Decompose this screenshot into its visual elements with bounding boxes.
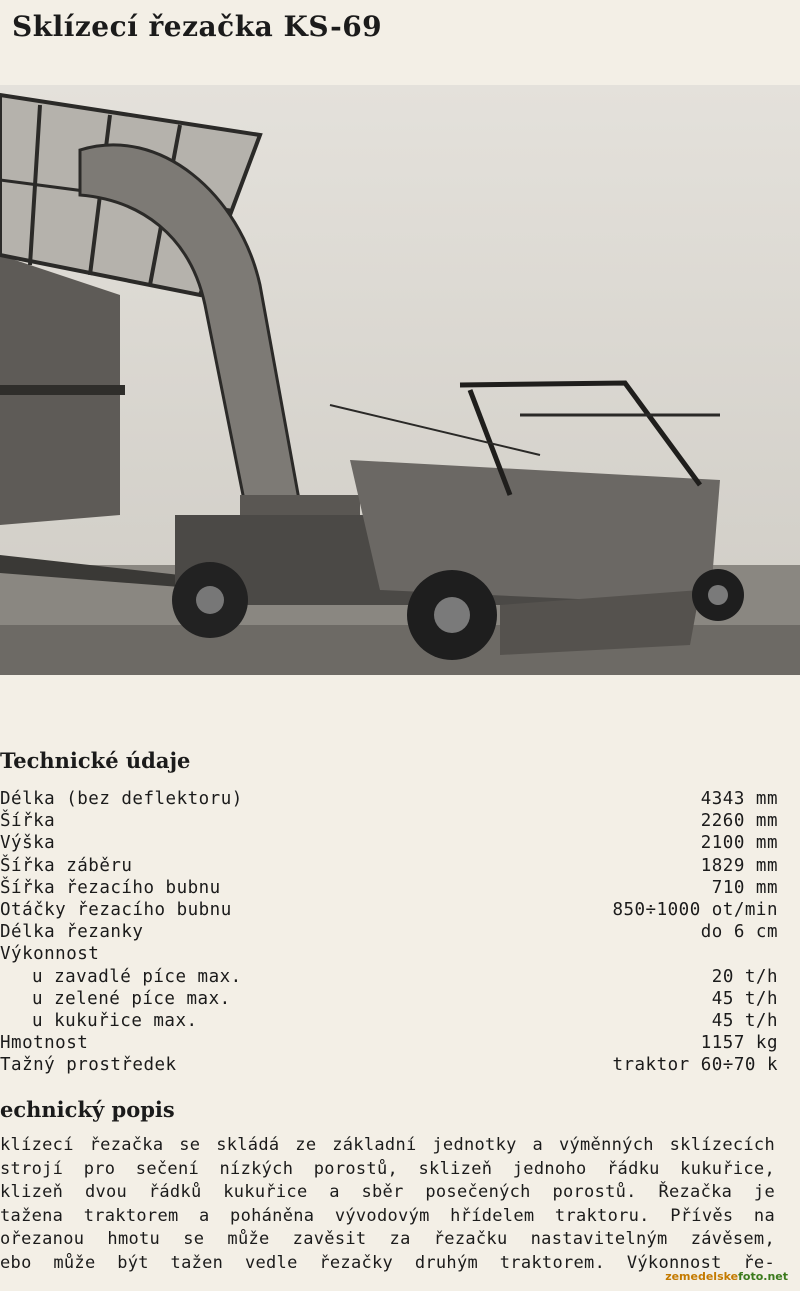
spec-value: 20 t/h [711, 966, 778, 987]
spec-value: 2260 mm [700, 811, 778, 832]
spec-label: Šířka záběru [0, 855, 133, 876]
spec-value: 2100 mm [700, 833, 778, 854]
description-paragraph [0, 1134, 775, 1275]
technical-data-heading: Technické údaje [0, 748, 191, 773]
spec-label: Výška [0, 833, 56, 854]
specs-table [0, 788, 780, 1076]
description-line: klízecí řezačka se skládá ze základní jednotky a výměnných sklízecích [0, 1135, 775, 1155]
spec-label: u zavadlé píce max. [32, 966, 242, 987]
spec-value: 850÷1000 ot/min [612, 899, 778, 920]
spec-row [0, 921, 780, 943]
spec-label: Šířka řezacího bubnu [0, 877, 221, 898]
spec-row [0, 1054, 780, 1076]
spec-row [0, 810, 780, 832]
spec-value: 4343 mm [700, 789, 778, 809]
spec-row [0, 832, 780, 854]
spec-row [0, 1010, 780, 1032]
spec-value: 710 mm [711, 877, 778, 898]
spec-row [0, 1032, 780, 1054]
description-line: tažena traktorem a poháněna vývodovým hřídelem traktoru. Přívěs na [0, 1205, 775, 1226]
technical-description-heading: echnický popis [0, 1097, 175, 1122]
description-line: ebo může být tažen vedle řezačky druhým traktorem. Výkonnost ře- [0, 1252, 775, 1273]
spec-label: Výkonnost [0, 944, 100, 965]
spec-label: Délka (bez deflektoru) [0, 789, 243, 809]
spec-label: Hmotnost [0, 1033, 89, 1054]
page-title: Sklízecí řezačka KS-69 [12, 10, 383, 43]
spec-label: Tažný prostředek [0, 1055, 177, 1076]
spec-value: 45 t/h [711, 988, 778, 1009]
spec-label: u kukuřice max. [32, 1010, 198, 1031]
spec-row [0, 988, 780, 1010]
spec-value: do 6 cm [700, 922, 778, 943]
watermark-part2: foto.net [738, 1270, 788, 1283]
spec-label: Délka řezanky [0, 922, 144, 943]
spec-row [0, 788, 780, 810]
watermark-part1: zemedelske [665, 1270, 739, 1283]
spec-row [0, 877, 780, 899]
spec-row [0, 855, 780, 877]
description-line: strojí pro sečení nízkých porostů, sklizeň jednoho řádku kukuřice, [0, 1158, 775, 1179]
watermark [665, 1270, 788, 1283]
spec-value: 1157 kg [700, 1033, 778, 1054]
spec-value: traktor 60÷70 k [612, 1055, 778, 1076]
description-line: klizeň dvou řádků kukuřice a sběr posečených porostů. Řezačka je [0, 1182, 775, 1202]
spec-label: Otáčky řezacího bubnu [0, 899, 232, 920]
spec-row [0, 966, 780, 988]
spec-value: 45 t/h [711, 1010, 778, 1031]
spec-label: Šířka [0, 811, 56, 832]
spec-row [0, 943, 780, 965]
harvester-photo [0, 85, 800, 675]
spec-value: 1829 mm [700, 855, 778, 876]
spec-row [0, 899, 780, 921]
spec-label: u zelené píce max. [32, 988, 231, 1009]
description-line: ořezanou hmotu se může zavěsit za řezačku nastavitelným závěsem, [0, 1229, 775, 1249]
